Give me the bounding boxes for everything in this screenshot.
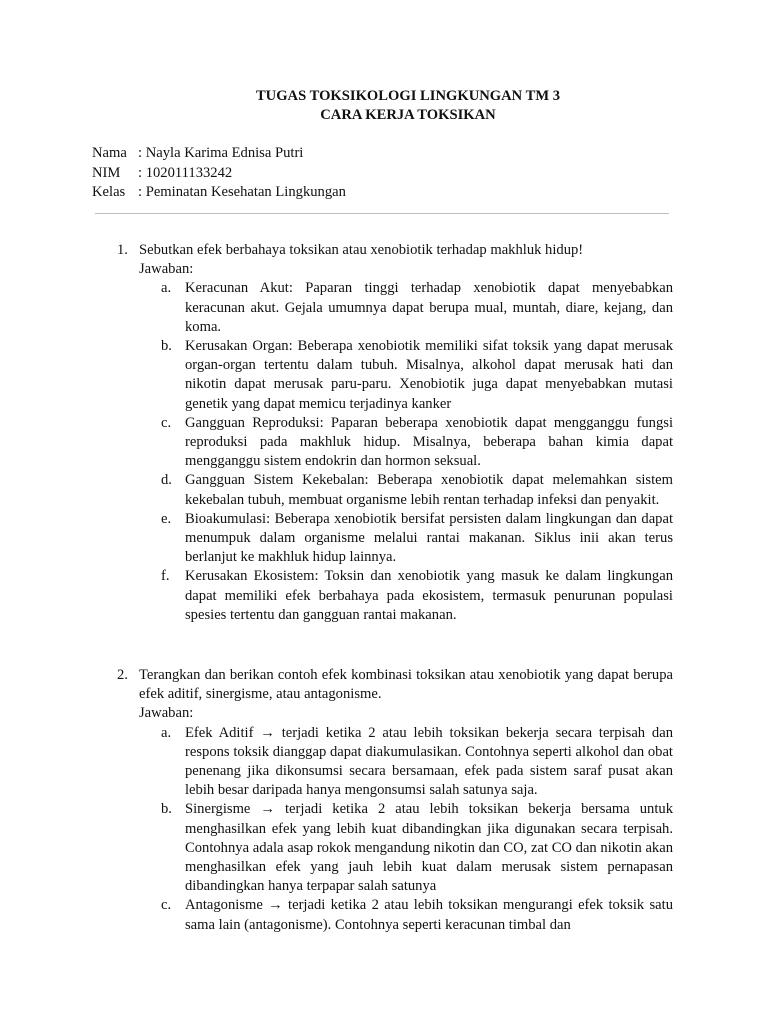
question-text: Sebutkan efek berbahaya toksikan atau xenobiotik terhadap makhluk hidup!: [139, 242, 584, 258]
item-letter: c.: [161, 414, 172, 431]
horizontal-divider: [95, 213, 669, 214]
answer-item: [161, 337, 673, 414]
document-title: TUGAS TOKSIKOLOGI LINGKUNGAN TM 3: [255, 88, 561, 104]
question-number: 1.: [117, 242, 128, 258]
answer-item: [161, 414, 673, 472]
student-info-row-class: [92, 183, 346, 203]
answer-item: [161, 724, 673, 801]
item-text: Gangguan Reproduksi: Paparan beberapa xenobiotik dapat mengganggu fungsi reproduksi pada makhluk hidup. Misalnya, beberapa bahan kimia dapat mengganggu sistem endokrin dan hormon seksual.: [185, 414, 673, 470]
answer-list: [117, 279, 673, 625]
item-text: Sinergisme → terjadi ketika 2 atau lebih toksikan bekerja bersama untuk menghasilkan efek yang lebih kuat dibandingkan jika digunakan secara terpisah. Contohnya adala asap rokok mengandung nikotin dan CO, zat CO dan nikotin akan menghasilkan efek yang jauh lebih kuat dalam merusak sistem pernapasan dibandingkan hanya terpapar salah satunya: [185, 801, 673, 895]
question-row: [117, 241, 673, 260]
item-letter: b.: [161, 801, 172, 818]
item-letter: a.: [161, 280, 172, 297]
answer-list: [117, 724, 673, 935]
item-text: Kerusakan Ekosistem: Toksin dan xenobiotik yang masuk ke dalam lingkungan dapat memiliki efek berbahaya pada ekosistem, termasuk penurunan populasi spesies tertentu dan gangguan rantai makanan.: [185, 568, 673, 623]
question-number: 2.: [117, 667, 128, 683]
item-letter: e.: [161, 510, 172, 527]
item-text: Antagonisme → terjadi ketika 2 atau lebih toksikan mengurangi efek toksik satu sama lain (antagonisme). Contohnya seperti keracunan timbal dan: [185, 897, 673, 933]
item-letter: b.: [161, 338, 172, 355]
item-letter: a.: [161, 724, 172, 741]
question-row: [117, 666, 673, 704]
item-text: Bioakumulasi: Beberapa xenobiotik bersifat persisten dalam lingkungan dan dapat menumpuk dalam organisme melalui rantai makanan. Siklus inii akan terus berlanjut ke makhluk hidup lainnya.: [185, 510, 673, 566]
question-2: [117, 666, 673, 935]
question-text: Terangkan dan berikan contoh efek kombinasi toksikan atau xenobiotik yang dapat berupa efek aditif, sinergisme, atau antagonisme.: [139, 667, 673, 703]
item-text: Kerusakan Organ: Beberapa xenobiotik memiliki sifat toksik yang dapat merusak organ-organ tertentu dalam tubuh. Misalnya, alkohol dapat merusak hati dan nikotin dapat merusak paru-paru. Xenobiotik juga dapat menyebabkan mutasi genetik yang dapat memicu terjadinya kanker: [185, 338, 673, 412]
document-subtitle: CARA KERJA TOKSIKAN: [320, 107, 496, 123]
answer-item: [161, 279, 673, 337]
item-letter: c.: [161, 897, 172, 914]
item-text: Gangguan Sistem Kekebalan: Beberapa xenobiotik dapat melemahkan sistem kekebalan tubuh, membuat organisme lebih rentan terhadap infeksi dan penyakit.: [185, 472, 673, 508]
answer-item: [161, 896, 673, 934]
answer-item: [161, 800, 673, 896]
info-key: Nama: [92, 145, 127, 161]
info-key: NIM: [92, 164, 121, 181]
student-info-row-name: [92, 144, 346, 164]
item-text: Keracunan Akut: Paparan tinggi terhadap xenobiotik dapat menyebabkan keracunan akut. Gejala umumnya dapat berupa mual, muntah, diare, kejang, dan koma.: [185, 280, 673, 335]
student-info-row-nim: [92, 164, 346, 184]
item-letter: d.: [161, 472, 172, 489]
answer-label: Jawaban:: [139, 261, 194, 278]
info-value: : Peminatan Kesehatan Lingkungan: [138, 184, 346, 200]
answer-item: [161, 567, 673, 625]
item-letter: f.: [161, 568, 170, 585]
item-text: Efek Aditif → terjadi ketika 2 atau lebih toksikan bekerja secara terpisah dan respons toksik dianggap dapat diakumulasikan. Contohnya seperti alkohol dan obat penenang jika dikonsumsi secara bersamaan, efek pada sistem saraf pusat akan lebih besar daripada hanya mengonsumsi salah satunya saja.: [185, 724, 673, 799]
student-info: [92, 144, 346, 203]
question-1: [117, 241, 673, 625]
info-key: Kelas: [92, 184, 126, 200]
answer-label: Jawaban:: [139, 705, 194, 722]
info-value: : 102011133242: [138, 164, 233, 181]
answer-item: [161, 471, 673, 509]
info-value: : Nayla Karima Ednisa Putri: [138, 145, 304, 161]
answer-item: [161, 510, 673, 568]
